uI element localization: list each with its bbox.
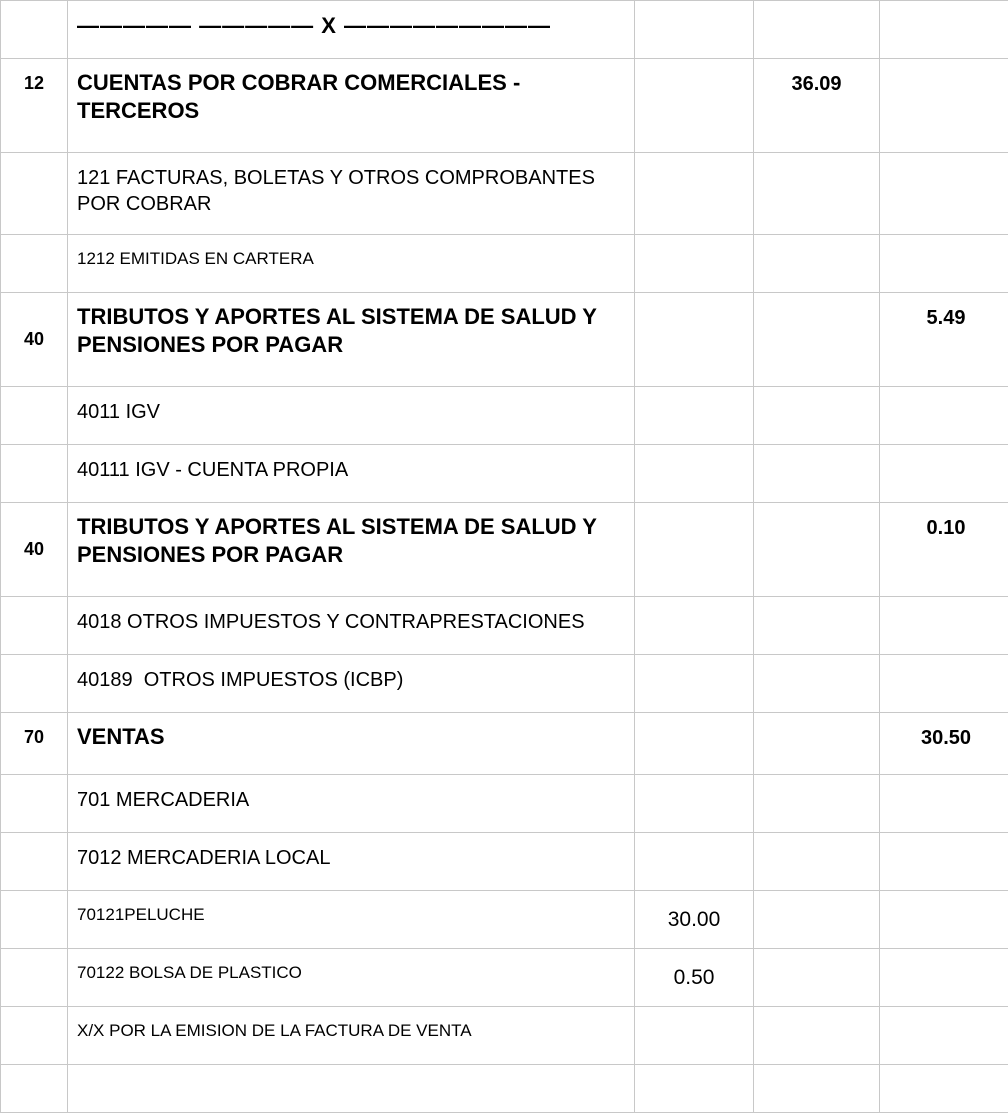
table-row — [1, 655, 1008, 713]
description-cell — [68, 503, 635, 597]
description-cell — [68, 153, 635, 235]
description-cell — [68, 1065, 635, 1113]
code-cell — [1, 1, 68, 59]
gloss-text: X/X POR LA EMISION DE LA FACTURA DE VENTA — [77, 1017, 626, 1042]
description-cell — [68, 445, 635, 503]
subaccount-text: 1212 EMITIDAS EN CARTERA — [77, 245, 626, 270]
code-cell — [1, 1007, 68, 1065]
haber-cell — [880, 775, 1008, 833]
code-cell — [1, 153, 68, 235]
table-row — [1, 775, 1008, 833]
description-cell — [68, 1007, 635, 1065]
parcial-cell — [635, 153, 754, 235]
subaccount-text: 7012 MERCADERIA LOCAL — [77, 843, 626, 871]
haber-amount: 0.10 — [880, 503, 1008, 597]
debe-cell — [754, 387, 880, 445]
table-row — [1, 949, 1008, 1007]
debe-cell — [754, 833, 880, 891]
haber-cell — [880, 59, 1008, 153]
account-title: VENTAS — [77, 723, 626, 751]
subaccount-text: 121 FACTURAS, BOLETAS Y OTROS COMPROBANTES POR COBRAR — [77, 163, 626, 217]
description-cell — [68, 59, 635, 153]
code-cell — [1, 891, 68, 949]
separator-text: ————— ————— X ————————— — [77, 11, 626, 39]
parcial-cell — [635, 713, 754, 775]
parcial-cell — [635, 1, 754, 59]
account-code: 40 — [1, 503, 68, 597]
table-row — [1, 293, 1008, 387]
parcial-amount: 0.50 — [635, 949, 754, 1007]
parcial-cell — [635, 445, 754, 503]
debe-cell — [754, 949, 880, 1007]
parcial-cell — [635, 1065, 754, 1113]
account-title: CUENTAS POR COBRAR COMERCIALES - TERCEROS — [77, 69, 626, 125]
code-cell — [1, 597, 68, 655]
table-row — [1, 387, 1008, 445]
haber-cell — [880, 655, 1008, 713]
table-row — [1, 235, 1008, 293]
haber-cell — [880, 949, 1008, 1007]
haber-cell — [880, 1, 1008, 59]
separator-row — [1, 1, 1008, 59]
code-cell — [1, 949, 68, 1007]
debe-cell — [754, 153, 880, 235]
haber-cell — [880, 153, 1008, 235]
parcial-cell — [635, 833, 754, 891]
table-row — [1, 1065, 1008, 1113]
table-row — [1, 445, 1008, 503]
code-cell — [1, 235, 68, 293]
description-cell — [68, 775, 635, 833]
description-cell — [68, 293, 635, 387]
table-row — [1, 597, 1008, 655]
subaccount-text: 701 MERCADERIA — [77, 785, 626, 813]
parcial-cell — [635, 1007, 754, 1065]
parcial-cell — [635, 387, 754, 445]
debe-cell — [754, 713, 880, 775]
description-cell — [68, 235, 635, 293]
subaccount-text: 4018 OTROS IMPUESTOS Y CONTRAPRESTACIONES — [77, 607, 626, 635]
subaccount-text: 70122 BOLSA DE PLASTICO — [77, 959, 626, 984]
account-title: TRIBUTOS Y APORTES AL SISTEMA DE SALUD Y PENSIONES POR PAGAR — [77, 513, 626, 569]
subaccount-text: 4011 IGV — [77, 397, 626, 425]
parcial-cell — [635, 293, 754, 387]
account-code: 70 — [1, 713, 68, 775]
debe-cell — [754, 445, 880, 503]
debe-cell — [754, 1, 880, 59]
haber-cell — [880, 387, 1008, 445]
debe-cell — [754, 503, 880, 597]
code-cell — [1, 1065, 68, 1113]
code-cell — [1, 387, 68, 445]
account-code: 12 — [1, 59, 68, 153]
haber-amount: 30.50 — [880, 713, 1008, 775]
table-row — [1, 713, 1008, 775]
table-row — [1, 153, 1008, 235]
account-code: 40 — [1, 293, 68, 387]
debe-cell — [754, 775, 880, 833]
parcial-cell — [635, 597, 754, 655]
subaccount-text: 70121PELUCHE — [77, 901, 626, 926]
code-cell — [1, 833, 68, 891]
subaccount-text: 40111 IGV - CUENTA PROPIA — [77, 455, 626, 483]
description-cell — [68, 387, 635, 445]
account-title: TRIBUTOS Y APORTES AL SISTEMA DE SALUD Y PENSIONES POR PAGAR — [77, 303, 626, 359]
table-row — [1, 833, 1008, 891]
debe-cell — [754, 891, 880, 949]
description-cell — [68, 891, 635, 949]
debe-cell — [754, 655, 880, 713]
code-cell — [1, 445, 68, 503]
haber-cell — [880, 1065, 1008, 1113]
parcial-cell — [635, 59, 754, 153]
debe-amount: 36.09 — [754, 59, 880, 153]
table-row — [1, 503, 1008, 597]
description-cell — [68, 655, 635, 713]
haber-amount: 5.49 — [880, 293, 1008, 387]
parcial-cell — [635, 235, 754, 293]
debe-cell — [754, 597, 880, 655]
debe-cell — [754, 235, 880, 293]
haber-cell — [880, 235, 1008, 293]
description-cell — [68, 1, 635, 59]
description-cell — [68, 597, 635, 655]
table-row — [1, 59, 1008, 153]
haber-cell — [880, 445, 1008, 503]
subaccount-text: 40189 OTROS IMPUESTOS (ICBP) — [77, 665, 626, 693]
debe-cell — [754, 1065, 880, 1113]
table-row — [1, 1007, 1008, 1065]
description-cell — [68, 713, 635, 775]
parcial-cell — [635, 775, 754, 833]
parcial-cell — [635, 655, 754, 713]
haber-cell — [880, 833, 1008, 891]
description-cell — [68, 833, 635, 891]
haber-cell — [880, 891, 1008, 949]
description-cell — [68, 949, 635, 1007]
haber-cell — [880, 1007, 1008, 1065]
code-cell — [1, 655, 68, 713]
haber-cell — [880, 597, 1008, 655]
debe-cell — [754, 293, 880, 387]
table-row — [1, 891, 1008, 949]
debe-cell — [754, 1007, 880, 1065]
parcial-amount: 30.00 — [635, 891, 754, 949]
parcial-cell — [635, 503, 754, 597]
code-cell — [1, 775, 68, 833]
